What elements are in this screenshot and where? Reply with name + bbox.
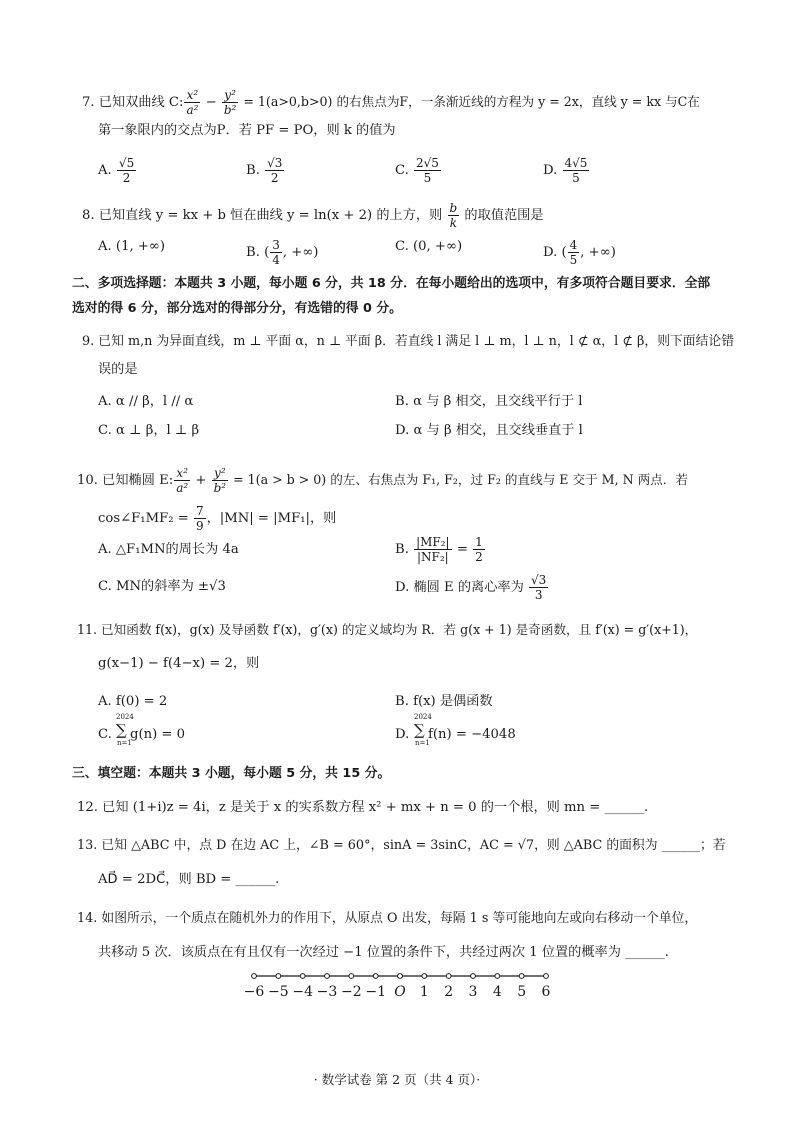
number-line-label: 4	[492, 984, 502, 1000]
number-line-point	[349, 974, 354, 979]
q7-line1: 7. 已知双曲线 C: $\frac{\text{x²}}{\text{a²}}$ − $\frac{\text{y²}}{\text{b²}}$ = 1(a>0,b>0) 的右焦点为F，一条渐近线的方程为 y = 2x，直线 y = kx 与C在	[82, 88, 700, 117]
q7-option-c: C. $\frac{2√5}{5}$	[395, 156, 439, 185]
q14-line2: 共移动 5 次．该质点在有且仅有一次经过 −1 位置的条件下，共经过两次 1 位置的概率为 ______.	[98, 945, 669, 960]
number-line-label: 2	[444, 984, 454, 1000]
number-line-point	[519, 974, 524, 979]
number-line-point	[276, 974, 281, 979]
number-line-label: O	[394, 984, 406, 1000]
section2-heading-line1: 二、多项选择题：本题共 3 小题，每小题 6 分，共 18 分．在每小题给出的选项中，有多项符合题目要求．全部	[72, 276, 711, 291]
q10-option-d: D. 椭圆 E 的离心率为 $\frac{√3}{3}$	[395, 573, 547, 602]
number-line-point	[471, 974, 476, 979]
q9-option-c: C. α ⊥ β，l ⊥ β	[98, 423, 200, 438]
q7-option-d: D. $\frac{4√5}{5}$	[543, 156, 588, 185]
number-line-label: 5	[517, 984, 527, 1000]
number-line-label: 1	[419, 984, 429, 1000]
number-line-label: −1	[365, 984, 386, 1000]
q10-option-a: A. △F₁MN的周长为 4a	[98, 542, 239, 557]
number-line-point	[252, 974, 257, 979]
section3-heading: 三、填空题：本题共 3 小题，每小题 5 分，共 15 分。	[72, 766, 391, 781]
number-line-label: −6	[243, 984, 265, 1000]
q7-option-b: B. $\frac{√3}{2}$	[246, 156, 283, 185]
q12-line1: 12. 已知 (1+i)z = 4i，z 是关于 x 的实系数方程 x² + mx + n = 0 的一个根，则 mn = ______.	[77, 800, 649, 815]
q7-line2: 第一象限内的交点为P．若 PF = PO，则 k 的值为	[98, 123, 396, 138]
number-line-point	[373, 974, 378, 979]
number-line-label: −5	[268, 984, 289, 1000]
number-line-point	[495, 974, 500, 979]
number-line-label: −3	[316, 984, 338, 1000]
page-footer: · 数学试卷 第 2 页（共 4 页）·	[313, 1072, 481, 1087]
number-line-point	[544, 974, 549, 979]
number-line-point	[398, 974, 403, 979]
q9-option-a: A. α // β，l // α	[98, 394, 194, 409]
q8-option-d: D. ( $\frac{4}{5}$ , +∞)	[543, 238, 616, 267]
number-line-point	[325, 974, 330, 979]
number-line-figure	[243, 970, 551, 1010]
q7-frac-y2b2: $\frac{\text{y²}}{\text{b²}}$	[223, 88, 237, 117]
q9-line2: 误的是	[98, 362, 138, 377]
number-line-label: −2	[341, 984, 362, 1000]
q7-frac-x2a2: $\frac{\text{x²}}{\text{a²}}$	[186, 88, 199, 117]
q10-option-c: C. MN的斜率为 ±√3	[98, 579, 226, 594]
q11-option-b: B. f(x) 是偶函数	[395, 694, 493, 709]
q10-option-b: B. $\frac{\text{|MF₂|}}{\text{|NF₂|}}$ = $\frac{1}{2}$	[395, 535, 483, 564]
q9-line1: 9. 已知 m,n 为异面直线，m ⊥ 平面 α，n ⊥ 平面 β．若直线 l 满足 l ⊥ m，l ⊥ n，l ⊄ α，l ⊄ β，则下面结论错	[82, 334, 734, 349]
q9-option-b: B. α 与 β 相交，且交线平行于 l	[395, 394, 583, 409]
q11-line1: 11. 已知函数 f(x)，g(x) 及导函数 f′(x)，g′(x) 的定义域均为 R．若 g(x + 1) 是奇函数，且 f′(x) = g′(x+1)，	[77, 622, 698, 637]
number-line-label: 6	[541, 984, 551, 1000]
number-line-point	[446, 974, 451, 979]
number-line-axis	[250, 970, 550, 984]
q7-option-a: A. $\frac{√5}{2}$	[98, 156, 135, 185]
q14-line1: 14. 如图所示，一个质点在随机外力的作用下，从原点 O 出发，每隔 1 s 等可能地向左或向右移动一个单位，	[77, 911, 698, 926]
number-line-label: −4	[292, 984, 313, 1000]
number-line-label: 3	[468, 984, 478, 1000]
section2-heading-line2: 选对的得 6 分，部分选对的得部分分，有选错的得 0 分。	[72, 301, 402, 316]
q10-line1: 10. 已知椭圆 E: $\frac{\text{x²}}{\text{a²}}$ + $\frac{\text{y²}}{\text{b²}}$ = 1(a > b > 0) 的左、右焦点为 F₁, F₂，过 F₂ 的直线与 E 交于 M, N 两点．若	[77, 466, 688, 495]
q13-line1: 13. 已知 △ABC 中，点 D 在边 AC 上，∠B = 60°，sinA = 3sinC，AC = √7，则 △ABC 的面积为 ______；若	[77, 838, 726, 853]
q8-option-a: A. (1, +∞)	[98, 239, 166, 254]
q11-option-a: A. f(0) = 2	[98, 694, 168, 709]
q10-line2: cos∠F₁MF₂ = $\frac{7}{9}$ ，|MN| = |MF₁|，则	[98, 504, 337, 533]
q8-option-c: C. (0, +∞)	[395, 239, 463, 254]
q11-line2: g(x−1) − f(4−x) = 2，则	[98, 656, 260, 671]
q13-line2: AD⃗ = 2DC⃗，则 BD = ______.	[98, 872, 280, 887]
q8-option-b: B. ( $\frac{3}{4}$ , +∞)	[246, 238, 319, 267]
q9-option-d: D. α 与 β 相交，且交线垂直于 l	[395, 423, 583, 438]
q8-line1: 8. 已知直线 y = kx + b 恒在曲线 y = ln(x + 2) 的上方，则 $\frac{b}{k}$ 的取值范围是	[82, 201, 544, 230]
number-line-point	[300, 974, 305, 979]
number-line-point	[422, 974, 427, 979]
